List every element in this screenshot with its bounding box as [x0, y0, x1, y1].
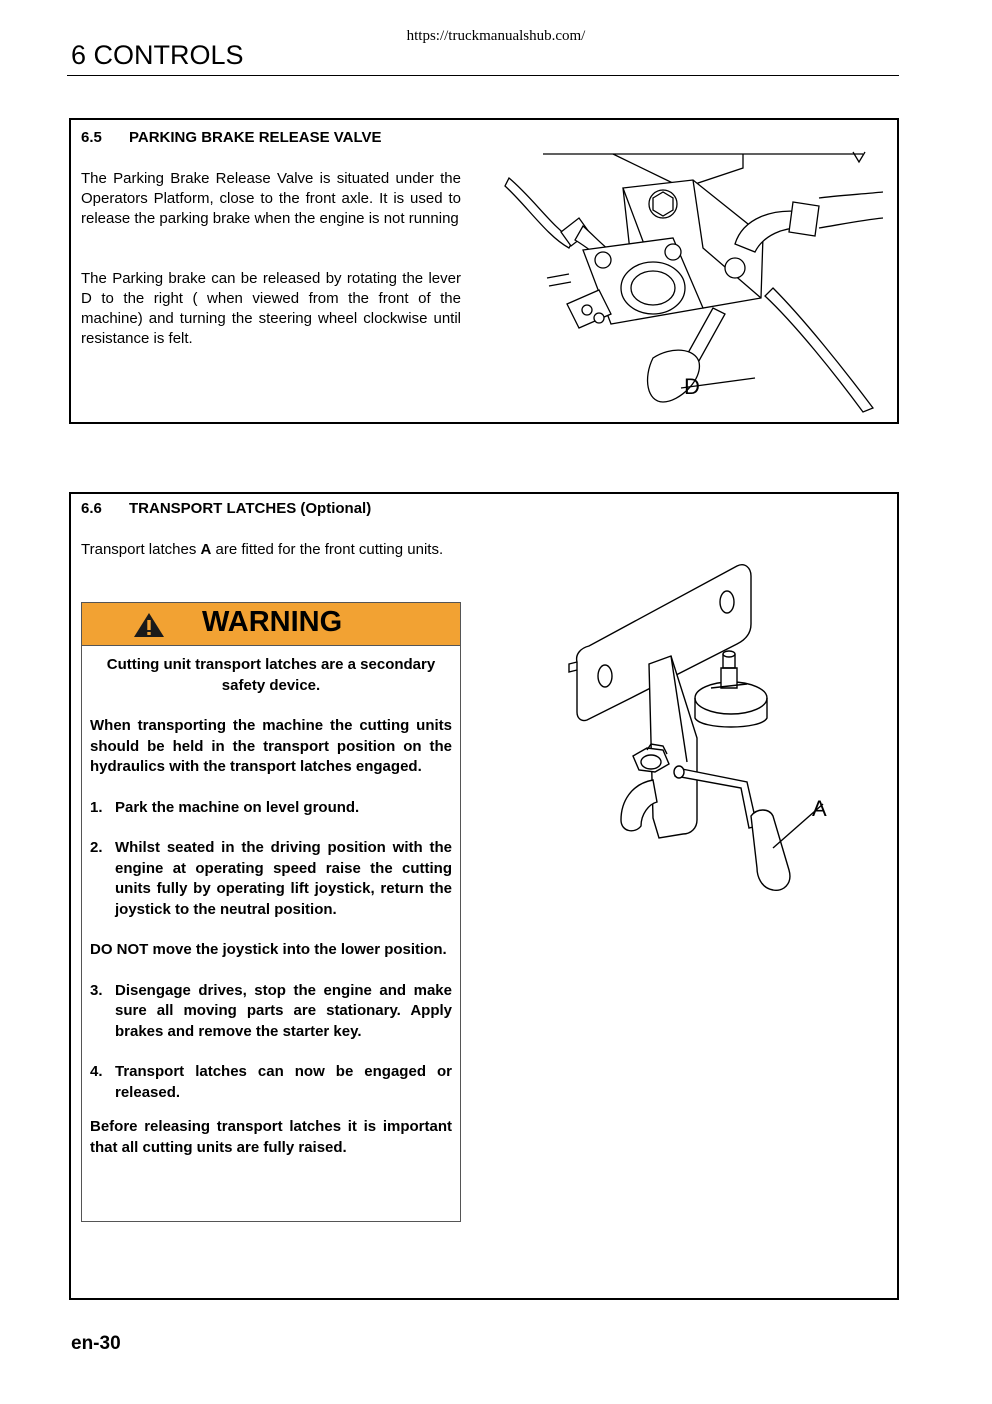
step-number: 2. — [90, 839, 103, 856]
section-title: PARKING BRAKE RELEASE VALVE — [129, 129, 382, 146]
chapter-title: 6 CONTROLS — [71, 40, 244, 70]
warning-header — [82, 603, 460, 646]
intro-text: are fitted for the front cutting units. — [211, 541, 444, 558]
step-number: 3. — [90, 981, 103, 999]
warning-body — [82, 646, 460, 1158]
section-number: 6.6 — [81, 500, 102, 517]
warning-step — [90, 1062, 452, 1103]
section-number: 6.5 — [81, 129, 102, 146]
callout-label-a: A — [812, 796, 827, 821]
warning-box — [81, 602, 461, 1222]
warning-step — [90, 838, 452, 920]
warning-note: DO NOT move the joystick into the lower position. — [90, 941, 447, 958]
warning-triangle-icon — [132, 611, 166, 639]
transport-latch-illustration — [561, 558, 841, 908]
step-text: Whilst seated in the driving position with the engine at operating speed raise the cutting units fully by operating lift joystick, return the joystick to the neutral position. — [115, 839, 452, 918]
section-title: TRANSPORT LATCHES (Optional) — [129, 500, 372, 517]
step-text: Disengage drives, stop the engine and make sure all moving parts are stationary. Apply brakes and remove the starter key. — [115, 981, 452, 1040]
section-paragraph: The Parking Brake Release Valve is situated under the Operators Platform, close to the front axle. It is used to release the parking brake when the engine is not running — [81, 170, 461, 227]
source-url: https://truckmanualshub.com/ — [406, 28, 586, 44]
step-text: Transport latches can now be engaged or released. — [115, 1063, 452, 1101]
callout-label-d: D — [684, 374, 700, 399]
header-rule — [67, 75, 899, 76]
parking-brake-section — [69, 118, 899, 424]
step-text: Park the machine on level ground. — [115, 798, 360, 816]
section-heading — [81, 129, 382, 146]
section-paragraph — [81, 540, 461, 560]
intro-text: Transport latches — [81, 541, 201, 558]
warning-paragraph: When transporting the machine the cutting units should be held in the transport position on the hydraulics with the transport latches engaged. — [90, 717, 452, 775]
transport-latches-section — [69, 492, 899, 1300]
page-number: en-30 — [71, 1333, 121, 1354]
warning-step — [90, 798, 452, 819]
warning-lead: Cutting unit transport latches are a secondary safety device. — [106, 656, 436, 694]
warning-closing: Before releasing transport latches it is important that all cutting units are fully raised. — [90, 1118, 452, 1156]
section-paragraph: The Parking brake can be released by rotating the lever D to the right ( when viewed from the front of the machine) and turning the steering wheel clockwise until resistance is felt. — [81, 270, 461, 347]
step-number: 4. — [90, 1063, 103, 1080]
step-number: 1. — [90, 798, 103, 816]
warning-step — [90, 981, 452, 1043]
warning-title: WARNING — [202, 606, 343, 638]
intro-reference-a: A — [200, 541, 212, 558]
section-heading — [81, 500, 371, 517]
